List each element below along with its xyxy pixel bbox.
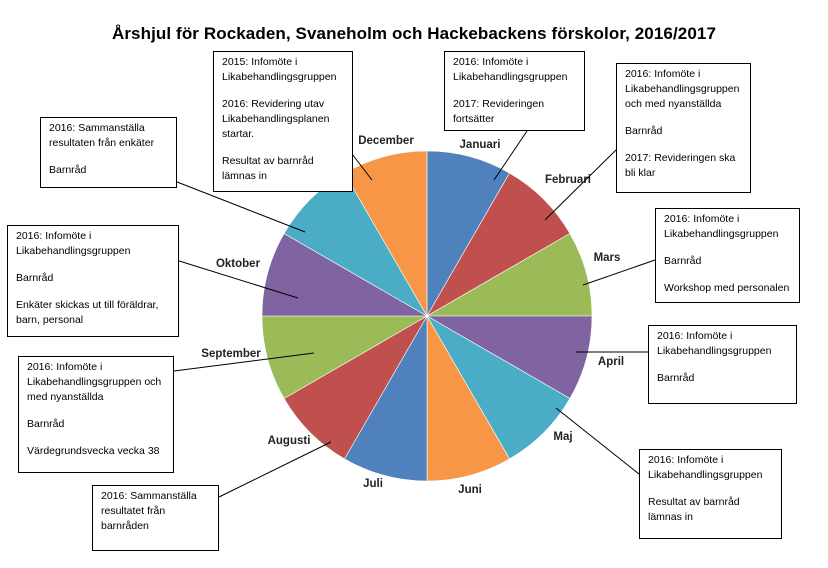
- month-label-juni: Juni: [458, 484, 482, 496]
- note-line: 2016: Revidering utav Likabehandlingsplanen startar.: [222, 98, 330, 140]
- month-label-mars: Mars: [593, 252, 621, 264]
- chart-title: Årshjul för Rockaden, Svaneholm och Hackebackens förskolor, 2016/2017: [111, 24, 717, 43]
- note-line: Barnråd: [16, 272, 54, 284]
- month-label-december: December: [358, 135, 414, 147]
- note-line: 2016: Infomöte i Likabehandlingsgruppen: [648, 454, 763, 481]
- note-line: 2017: Revideringen ska bli klar: [625, 152, 736, 179]
- note-line: 2016: Infomöte i Likabehandlingsgruppen och med nyanställda: [625, 68, 740, 110]
- note-line: 2016: Sammanställa resultaten från enkäter: [49, 122, 155, 149]
- note-line: 2016: Sammanställa resultatet från barnråden: [101, 490, 197, 532]
- note-line: 2016: Infomöte i Likabehandlingsgruppen och med nyanställda: [27, 361, 162, 403]
- note-line: 2017: Revideringen fortsätter: [453, 98, 545, 125]
- note-line: Enkäter skickas ut till föräldrar, barn, personal: [16, 299, 159, 326]
- month-label-april: April: [597, 356, 625, 368]
- note-line: Resultat av barnråd lämnas in: [222, 155, 314, 182]
- note-line: Barnråd: [49, 164, 87, 176]
- note-line: Resultat av barnråd lämnas in: [648, 496, 740, 523]
- note-line: 2016: Infomöte i Likabehandlingsgruppen: [664, 213, 779, 240]
- note-line: Barnråd: [664, 255, 702, 267]
- note-februari: [616, 63, 751, 193]
- note-line: 2016: Infomöte i Likabehandlingsgruppen: [16, 230, 131, 257]
- pie-slices: [262, 151, 592, 481]
- note-december: [213, 51, 353, 192]
- note-januari: [444, 51, 585, 131]
- note-line: 2015: Infomöte i Likabehandlingsgruppen: [222, 56, 337, 83]
- note-september: [18, 356, 174, 473]
- note-line: Barnråd: [657, 372, 695, 384]
- month-label-oktober: Oktober: [215, 258, 261, 270]
- month-label-september: September: [201, 348, 261, 360]
- month-label-februari: Februari: [544, 174, 592, 186]
- note-line: Workshop med personalen: [664, 282, 790, 294]
- note-line: Barnråd: [625, 125, 663, 137]
- month-label-januari: Januari: [459, 139, 501, 151]
- note-augusti: [92, 485, 219, 551]
- note-line: 2016: Infomöte i Likabehandlingsgruppen: [657, 330, 772, 357]
- month-label-maj: Maj: [553, 431, 573, 443]
- month-label-juli: Juli: [363, 478, 383, 490]
- note-mars: [655, 208, 800, 303]
- leader-augusti: [219, 442, 331, 497]
- note-maj: [639, 449, 782, 539]
- note-oktober: [7, 225, 179, 337]
- note-line: Barnråd: [27, 418, 65, 430]
- note-line: Värdegrundsvecka vecka 38: [27, 445, 160, 457]
- note-line: 2016: Infomöte i Likabehandlingsgruppen: [453, 56, 568, 83]
- note-november: [40, 117, 177, 188]
- month-label-augusti: Augusti: [267, 435, 311, 447]
- note-april: [648, 325, 797, 404]
